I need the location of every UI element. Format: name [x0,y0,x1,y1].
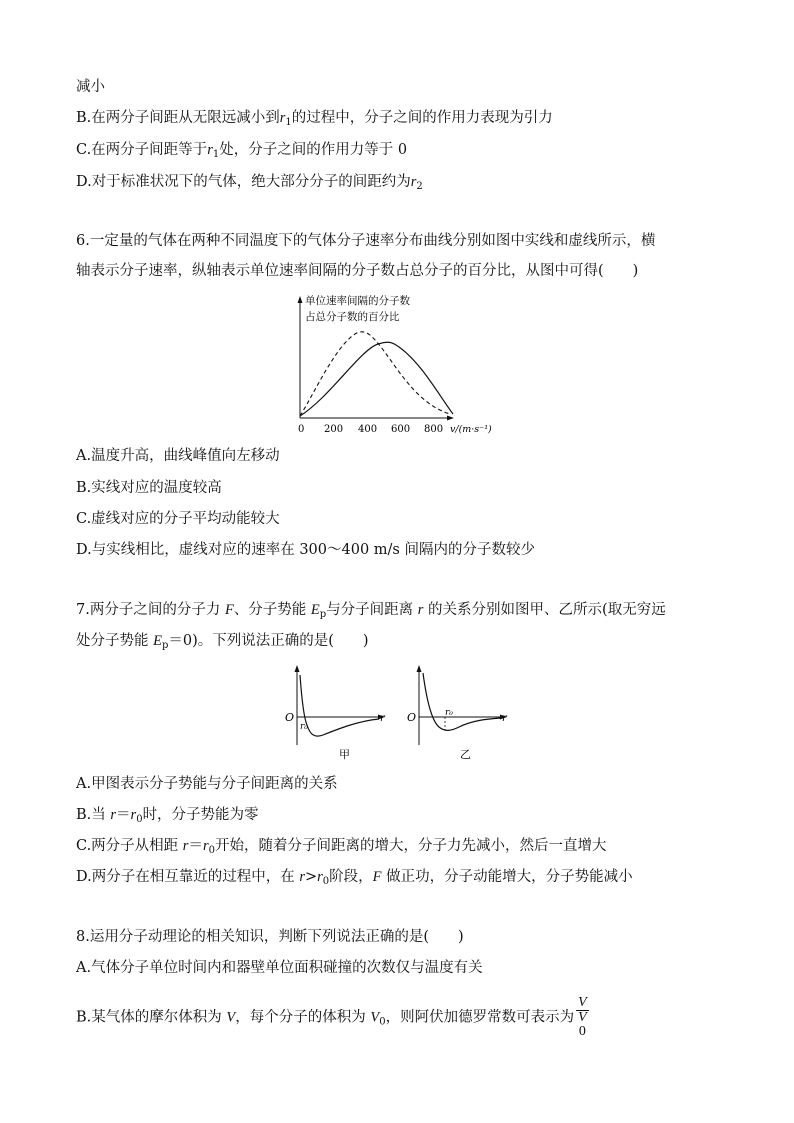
q5-option-b: B.在两分子间距从无限远减小到$r_1$的过程中，分子之间的作用力表现为引力 [76,110,553,128]
jia-origin-label: O [285,711,295,724]
q7-option-c: C.两分子从相距 $r=r_0$开始，随着分子间距离的增大，分子力先减小，然后一直增大 [76,838,607,856]
q7-option-d: D.两分子在相互靠近的过程中，在 $r>r_0$阶段，F 做正功，分子动能增大，分子势能减小 [76,869,633,887]
q8-option-b: B.某气体的摩尔体积为 V，每个分子的体积为 $V_0$，则阿伏加德罗常数可表示为 V V 0 [76,995,587,1039]
x-tick-200: 200 [324,424,344,435]
q7-stem-line1: 7.两分子之间的分子力 F、分子势能 $E_p$与分子间距离 r 的关系分别如图甲、乙所示(取无穷远 [76,602,666,620]
yi-origin-label: O [407,711,417,724]
q8-option-a: A.气体分子单位时间内和器壁单位面积碰撞的次数仅与温度有关 [76,960,483,976]
q6-stem-line1: 6.一定量的气体在两种不同温度下的气体分子速率分布曲线分别如图中实线和虚线所示，横 [76,233,656,249]
jia-curve [300,675,379,736]
avogadro-fraction: V V 0 [578,995,587,1039]
jia-caption: 甲 [339,748,350,761]
jia-r0-label: r₀ [300,722,308,732]
x-tick-600: 600 [391,424,411,435]
q7-figure-jia [283,663,393,763]
y-axis-arrow [298,296,303,303]
yi-r-label: r [502,713,507,724]
y-axis-label-line1: 单位速率间隔的分子数 [305,295,410,307]
jia-y-arrow [295,665,300,672]
q7-option-b: B.当 $r=r_0$时，分子势能为零 [76,807,259,825]
q5-continuation: 减小 [76,79,105,95]
q6-option-d: D.与实线相比，虚线对应的速率在 300～400 m/s 间隔内的分子数较少 [76,542,535,558]
x-tick-800: 800 [424,424,444,435]
q6-option-b: B.实线对应的温度较高 [76,480,222,496]
yi-r0-label: r₀ [445,708,453,718]
q8-stem: 8.运用分子动理论的相关知识，判断下列说法正确的是( ) [76,929,464,945]
q7-stem-line2: 处分子势能 $E_p=0$)。下列说法正确的是( ) [76,633,369,651]
q6-option-c: C.虚线对应的分子平均动能较大 [76,511,280,527]
q7-option-a: A.甲图表示分子势能与分子间距离的关系 [76,776,338,792]
yi-curve [423,673,501,730]
solid-curve [300,342,453,416]
q6-speed-distribution-figure [290,292,510,437]
x-axis-label: v/(m·s⁻¹) [450,424,492,435]
q5-option-d: D.对于标准状况下的气体，绝大部分分子的间距约为$r_2$ [76,174,423,192]
x-tick-400: 400 [358,424,378,435]
jia-r-label: r [380,713,385,724]
yi-caption: 乙 [460,748,471,761]
q6-option-a: A.温度升高，曲线峰值向左移动 [76,448,280,464]
q7-figure-yi [405,663,515,763]
q5-option-c: C.在两分子间距等于$r_1$处，分子之间的作用力等于 0 [76,142,408,160]
y-axis-label-line2: 占总分子数的百分比 [305,311,400,323]
yi-y-arrow [417,665,422,672]
dashed-curve [300,332,450,416]
x-tick-0: 0 [298,424,305,435]
q6-stem-line2: 轴表示分子速率，纵轴表示单位速率间隔的分子数占总分子的百分比，从图中可得( ) [76,263,639,279]
x-axis-arrow [447,416,454,421]
